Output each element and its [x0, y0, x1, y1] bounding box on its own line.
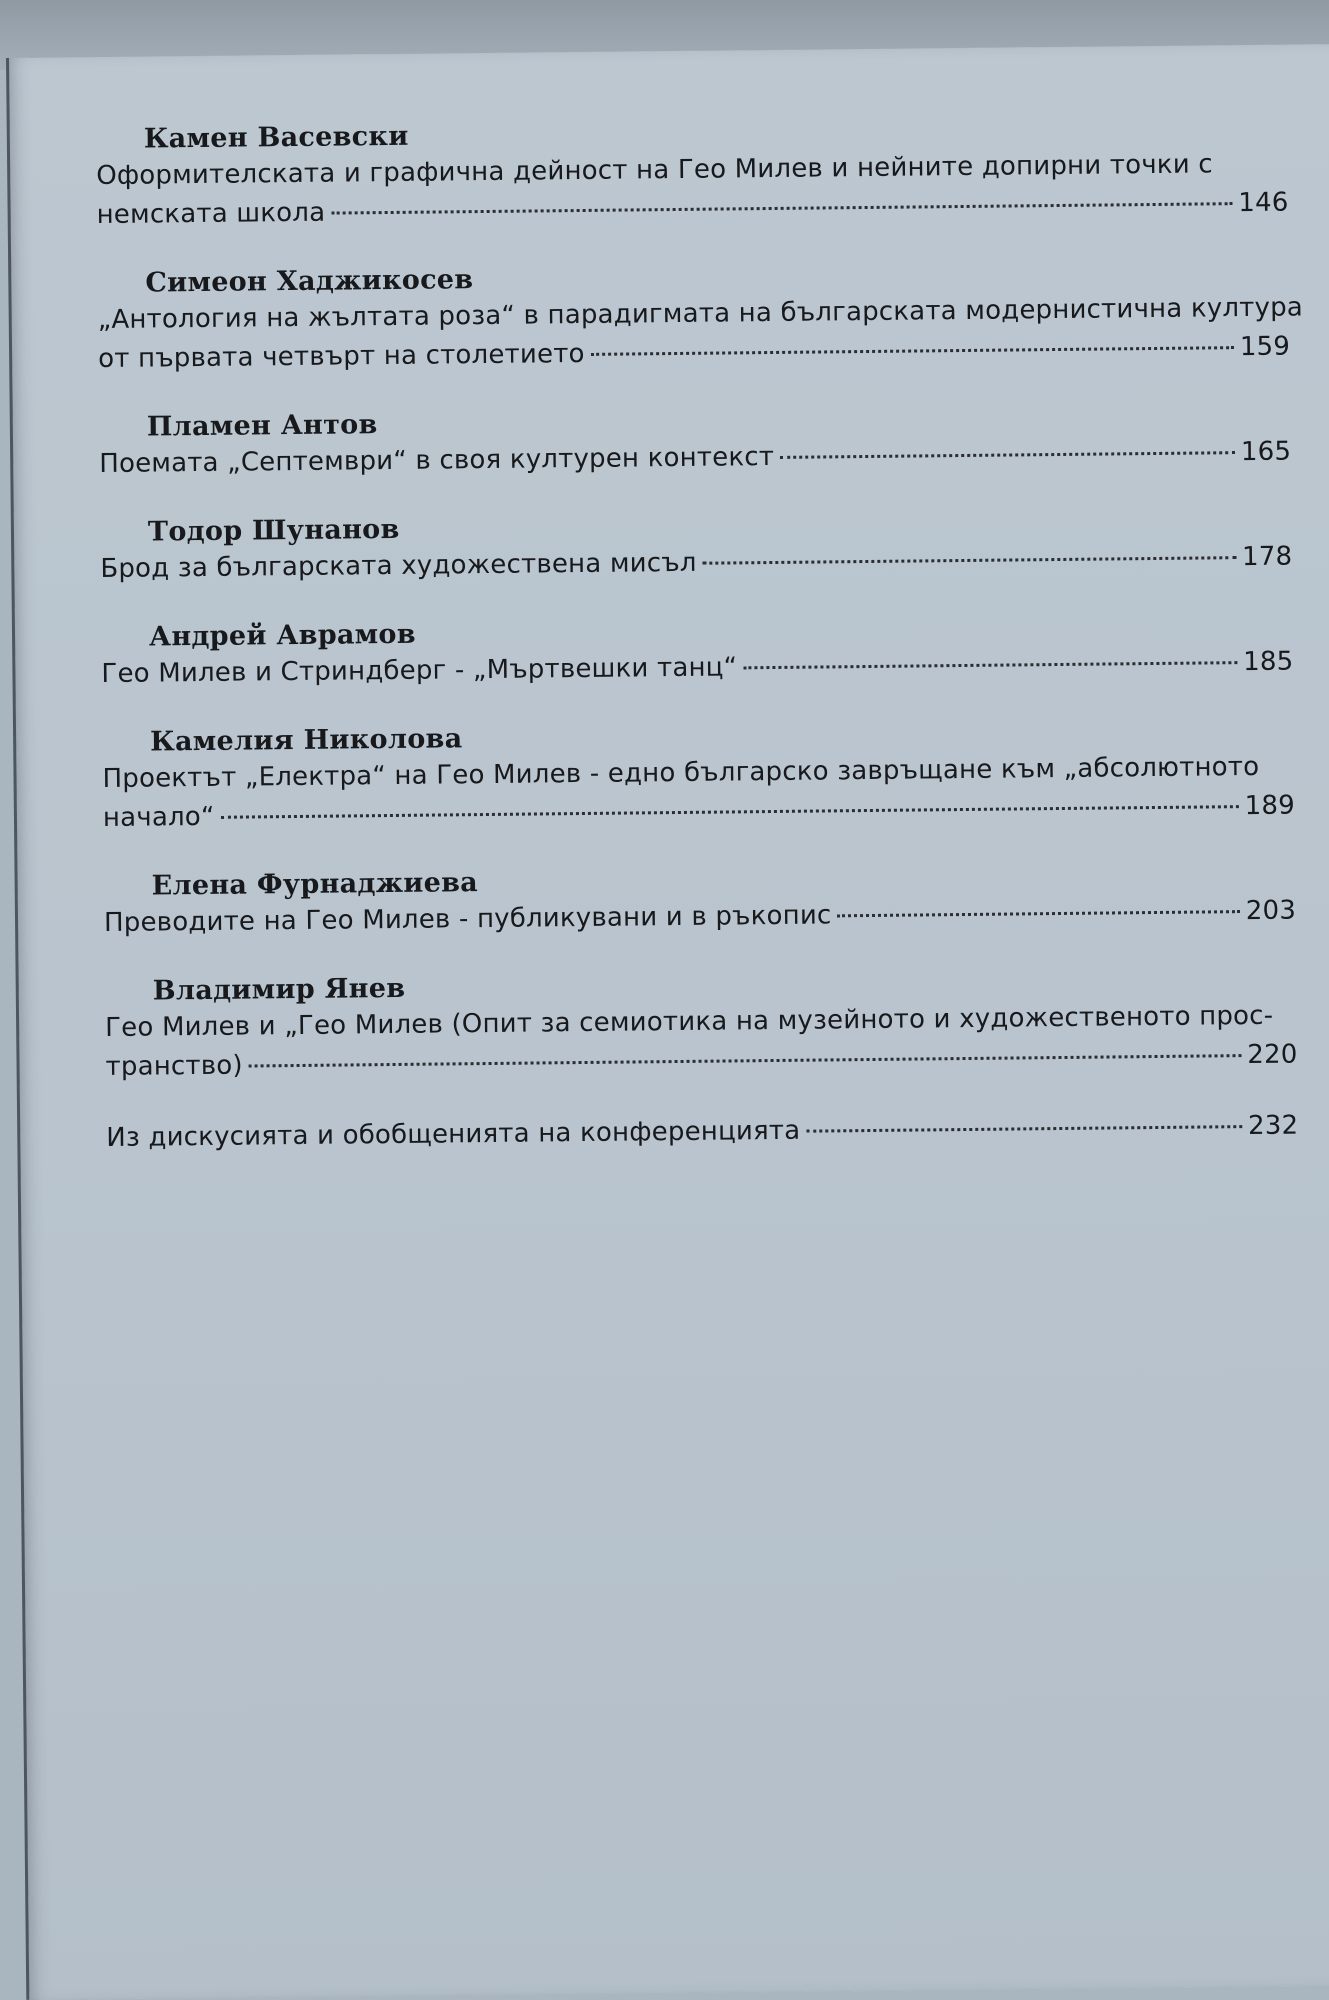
toc-entry[interactable] — [102, 714, 1295, 838]
toc-page-number: 159 — [1239, 331, 1291, 363]
toc-title — [97, 289, 1304, 379]
toc-page-number: 232 — [1247, 1110, 1299, 1142]
dot-leader — [806, 1125, 1242, 1133]
toc-entry[interactable] — [105, 963, 1298, 1087]
toc-title-text: начало“ — [102, 801, 215, 834]
toc-page-number: 203 — [1245, 895, 1297, 927]
toc-title-line: Оформителската и графична дейност на Гео Милев и нейните допирни точки с — [96, 149, 1213, 192]
toc-title-text: Преводите на Гео Милев - публикувани и в ръкопис — [103, 900, 832, 939]
toc-page-number: 185 — [1243, 646, 1294, 678]
toc-entry[interactable] — [100, 504, 1293, 589]
toc-page-number: 165 — [1240, 436, 1292, 468]
dot-leader — [591, 346, 1234, 356]
toc-author: Владимир Янев — [152, 972, 406, 1007]
toc-entry[interactable] — [104, 858, 1297, 943]
toc-title — [96, 145, 1289, 235]
toc-title-text: от първата четвърт на столетието — [98, 338, 585, 375]
toc-entry[interactable] — [101, 609, 1294, 694]
toc-title-text: Гео Милев и Стриндберг - „Мъртвешки танц“ — [101, 652, 738, 690]
toc-page-number: 220 — [1247, 1039, 1298, 1071]
toc-page-number: 189 — [1244, 790, 1296, 822]
toc-title-line: „Антология на жълтата роза“ в парадигмата на българската модернистична култура — [97, 292, 1304, 336]
toc-author: Елена Фурнаджиева — [151, 867, 479, 902]
toc-title-text: Из дискусията и обобщенията на конференцията — [106, 1115, 801, 1154]
toc-title — [102, 748, 1295, 838]
book-page — [6, 44, 1329, 2000]
toc-entry[interactable] — [96, 111, 1289, 235]
toc-title-line: Гео Милев и „Гео Милев (Опит за семиотика на музейното и художественото прос- — [105, 1000, 1274, 1044]
toc-title-text: немската школа — [96, 197, 326, 231]
toc-title-text: транство) — [105, 1050, 243, 1083]
toc-page-number: 146 — [1238, 187, 1289, 219]
toc-title-text: Поемата „Септември“ в своя културен контекст — [99, 441, 775, 480]
dot-leader — [837, 910, 1239, 917]
dot-leader — [221, 805, 1239, 819]
toc-title — [106, 1107, 1298, 1158]
dot-leader — [249, 1054, 1242, 1067]
dot-leader — [743, 661, 1237, 669]
toc-author: Пламен Антов — [146, 409, 378, 443]
toc-entry[interactable] — [106, 1107, 1298, 1158]
table-of-contents — [96, 111, 1304, 1190]
toc-author: Тодор Шунанов — [147, 513, 400, 548]
toc-entry[interactable] — [99, 399, 1292, 484]
toc-page-number: 178 — [1241, 541, 1293, 573]
dot-leader — [703, 556, 1236, 565]
toc-title-last-line — [106, 1107, 1298, 1158]
dot-leader — [780, 451, 1235, 459]
toc-title — [105, 997, 1298, 1087]
toc-author: Симеон Хаджикосев — [145, 264, 474, 299]
toc-author: Камен Васевски — [143, 120, 409, 155]
toc-entry[interactable] — [97, 255, 1304, 379]
toc-title-text: Брод за българската художествена мисъл — [100, 547, 697, 585]
toc-author: Камелия Николова — [150, 723, 463, 758]
toc-author: Андрей Аврамов — [148, 618, 417, 653]
dot-leader — [331, 202, 1232, 214]
toc-title-line: Проектът „Електра“ на Гео Милев - едно българско завръщане към „абсолютното — [102, 751, 1260, 795]
